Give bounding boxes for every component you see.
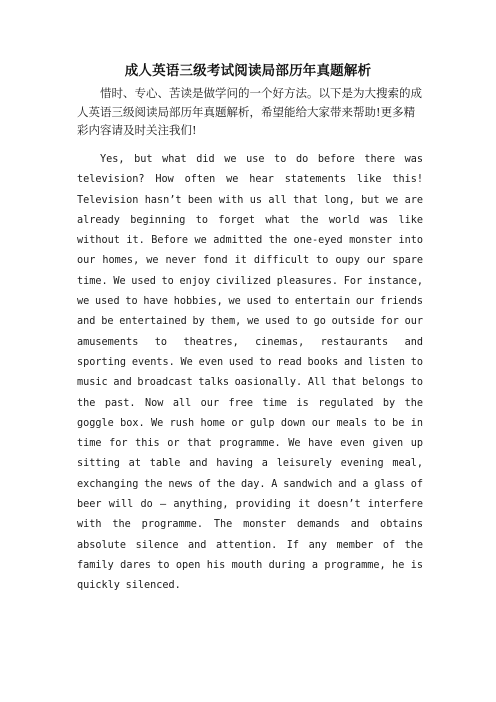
passage-paragraph: Yes, but what did we use to do before there was television? How often we hear statements like this! Television hasn’t been with us all that long, but we are already beginning to forget what the world was like without it. Before we admitted the one-eyed monster into our homes, we never fond it difficult to oupy our spare time. We used to enjoy civilized pleasures. For instance, we used to have hobbies, we used to entertain our friends and be entertained by them, we used to go outside for our amusements to theatres, cinemas, restaurants and sporting events. We even used to read books and listen to music and broadcast talks oasionally. All that belongs to the past. Now all our free time is regulated by the goggle box. We rush home or gulp down our meals to be in time for this or that programme. We have even given up sitting at table and having a leisurely evening meal, exchanging the news of the day. A sandwich and a glass of beer will do – anything, providing it doesn’t interfere with the programme. The monster demands and obtains absolute silence and attention. If any member of the family dares to open his mouth during a programme, he is quickly silenced. [77, 154, 423, 592]
intro-paragraph: 惜时、专心、苦读是做学问的一个好方法。以下是为大搜索的成人英语三级阅读局部历年真题解析，希望能给大家带来帮助!更多精彩内容请及时关注我们! [77, 86, 422, 137]
document-title: 成人英语三级考试阅读局部历年真题解析 [124, 63, 372, 79]
